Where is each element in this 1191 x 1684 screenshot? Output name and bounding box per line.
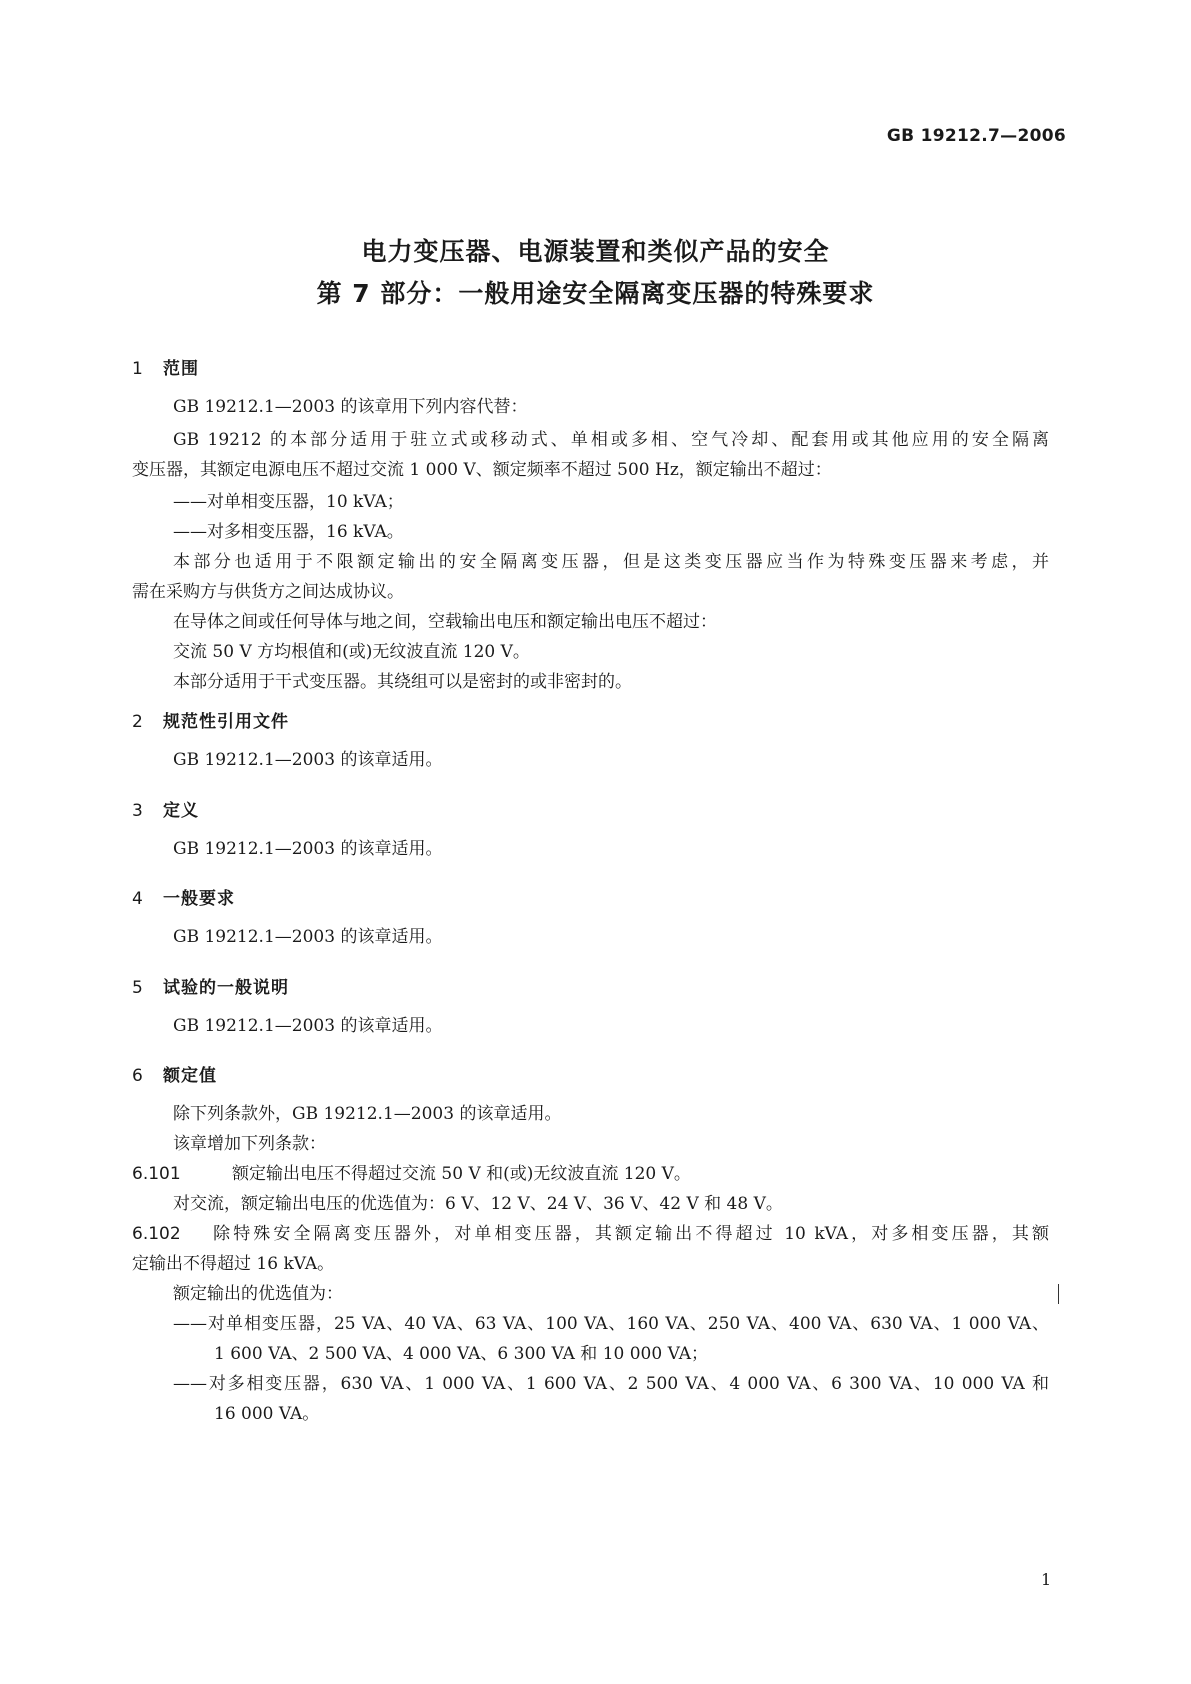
- section-title: 规范性引用文件: [163, 712, 289, 732]
- section-number: 1: [132, 359, 144, 379]
- section-6-heading: [132, 1061, 217, 1086]
- section-3-heading: [132, 796, 199, 821]
- section-title: 定义: [163, 801, 199, 821]
- paragraph: GB 19212.1—2003 的该章适用。: [173, 1016, 443, 1036]
- section-number: 4: [132, 889, 144, 909]
- list-item: ——对单相变压器，25 VA、40 VA、63 VA、100 VA、160 VA、250 VA、400 VA、630 VA、1 000 VA、: [173, 1314, 1049, 1334]
- paragraph: 需在采购方与供货方之间达成协议。: [132, 582, 404, 602]
- clause-number: 6.102: [132, 1224, 181, 1244]
- section-2-heading: [132, 707, 289, 732]
- section-number: 2: [132, 712, 144, 732]
- clause-number: 6.101: [132, 1164, 181, 1184]
- section-number: 3: [132, 801, 144, 821]
- section-title: 一般要求: [163, 889, 235, 909]
- paragraph: GB 19212 的本部分适用于驻立式或移动式、单相或多相、空气冷却、配套用或其他应用的安全隔离: [173, 430, 1049, 450]
- document-title-line1: 电力变压器、电源装置和类似产品的安全: [361, 237, 830, 266]
- list-item: ——对多相变压器，16 kVA。: [173, 522, 404, 542]
- paragraph: GB 19212.1—2003 的该章适用。: [173, 750, 443, 770]
- section-title: 试验的一般说明: [163, 978, 289, 998]
- paragraph: 定输出不得超过 16 kVA。: [132, 1254, 335, 1274]
- section-5-heading: [132, 973, 289, 998]
- paragraph: 本部分也适用于不限额定输出的安全隔离变压器，但是这类变压器应当作为特殊变压器来考虑，并: [173, 552, 1049, 572]
- document-title-line2: 第 7 部分：一般用途安全隔离变压器的特殊要求: [316, 279, 875, 308]
- list-item: ——对多相变压器，630 VA、1 000 VA、1 600 VA、2 500 VA、4 000 VA、6 300 VA、10 000 VA 和: [173, 1374, 1049, 1394]
- paragraph: 额定输出的优选值为：: [173, 1284, 343, 1304]
- paragraph: GB 19212.1—2003 的该章适用。: [173, 839, 443, 859]
- list-item-continuation: 1 600 VA、2 500 VA、4 000 VA、6 300 VA 和 10 000 VA；: [214, 1344, 708, 1364]
- paragraph: 该章增加下列条款：: [173, 1134, 326, 1154]
- paragraph: 变压器，其额定电源电压不超过交流 1 000 V、额定频率不超过 500 Hz，额定输出不超过：: [132, 460, 832, 480]
- list-item: ——对单相变压器，10 kVA；: [173, 492, 404, 512]
- standard-number: GB 19212.7—2006: [886, 126, 1066, 146]
- clause-6-101: [132, 1159, 691, 1189]
- section-1-heading: [132, 354, 199, 379]
- paragraph: GB 19212.1—2003 的该章适用。: [173, 927, 443, 947]
- page-number: 1: [1041, 1570, 1052, 1589]
- paragraph: 本部分适用于干式变压器。其绕组可以是密封的或非密封的。: [173, 672, 632, 692]
- list-item-continuation: 16 000 VA。: [214, 1404, 320, 1424]
- clause-6-102: [132, 1219, 1049, 1249]
- paragraph: 对交流，额定输出电压的优选值为：6 V、12 V、24 V、36 V、42 V 和 48 V。: [173, 1194, 783, 1214]
- section-title: 额定值: [163, 1066, 217, 1086]
- clause-text: 除特殊安全隔离变压器外，对单相变压器，其额定输出不得超过 10 kVA，对多相变压器，其额: [210, 1224, 1049, 1244]
- change-bar: [1058, 1284, 1059, 1304]
- section-number: 6: [132, 1066, 144, 1086]
- section-title: 范围: [163, 359, 199, 379]
- section-4-heading: [132, 884, 235, 909]
- paragraph: 交流 50 V 方均根值和(或)无纹波直流 120 V。: [173, 642, 530, 662]
- paragraph: 除下列条款外，GB 19212.1—2003 的该章适用。: [173, 1104, 562, 1124]
- paragraph: 在导体之间或任何导体与地之间，空载输出电压和额定输出电压不超过：: [173, 612, 717, 632]
- clause-text: 额定输出电压不得超过交流 50 V 和(或)无纹波直流 120 V。: [232, 1164, 691, 1184]
- paragraph: GB 19212.1—2003 的该章用下列内容代替：: [173, 397, 528, 417]
- section-number: 5: [132, 978, 144, 998]
